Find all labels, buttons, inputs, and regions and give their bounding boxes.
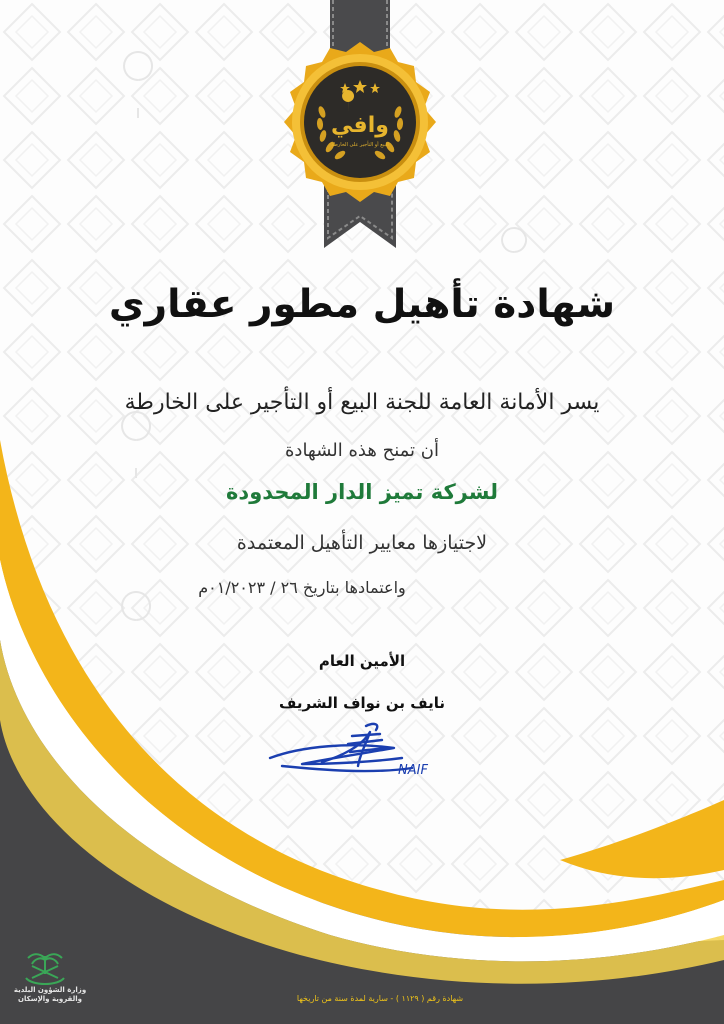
certificate-date: واعتمادها بتاريخ ٢٦ / ٠١/٢٠٢٣م xyxy=(198,578,406,597)
ministry-name: وزارة الشؤون البلدية والقروية والإسكان xyxy=(13,986,87,1003)
company-name: لشركة تميز الدار المحدودة xyxy=(226,480,498,504)
signature xyxy=(262,718,454,784)
signatory-name: نايف بن نواف الشريف xyxy=(278,694,446,712)
signature-text: NAIF xyxy=(398,763,428,778)
certificate-grant: أن تمنح هذه الشهادة xyxy=(285,440,439,461)
wafi-seal xyxy=(276,40,444,208)
seal-subtitle: البيع أو التأجير على الخارطة xyxy=(331,142,389,148)
certificate-intro: يسر الأمانة العامة للجنة البيع أو التأجير على الخارطة xyxy=(124,390,600,415)
certificate-title: شهادة تأهيل مطور عقاري xyxy=(108,282,616,327)
seal-brand: وافي xyxy=(331,113,389,138)
signatory-role: الأمين العام xyxy=(318,652,406,670)
certificate-reason: لاجتيازها معايير التأهيل المعتمدة xyxy=(236,532,488,554)
certificate-footer-note: شهادة رقم ( ١١٢٩ ) - سارية لمدة سنة من تاريخها xyxy=(296,994,464,1003)
